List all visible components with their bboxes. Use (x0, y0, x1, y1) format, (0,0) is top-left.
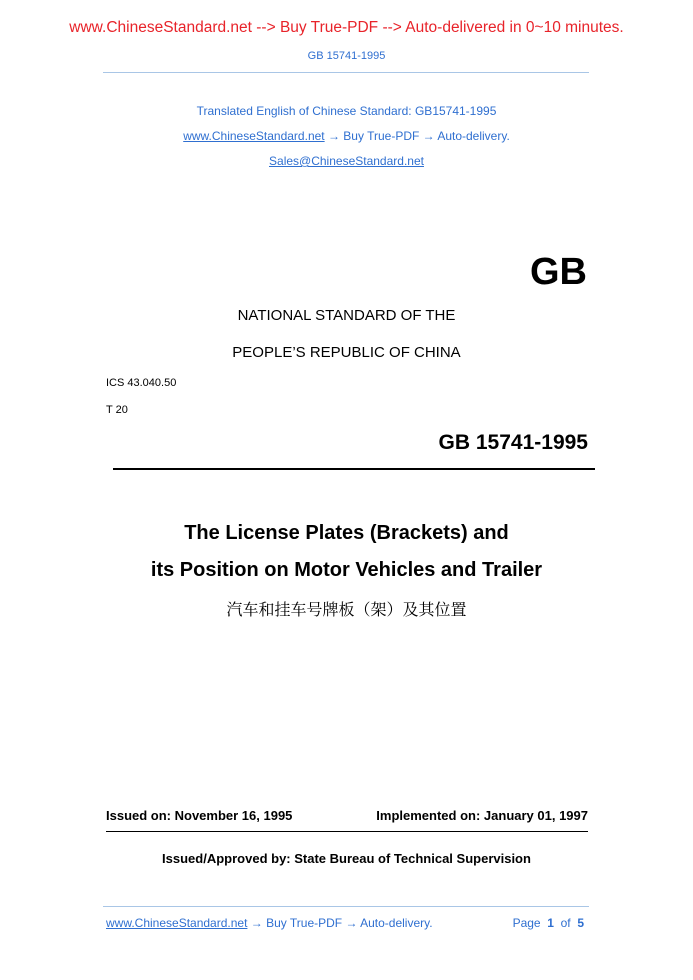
implemented-date: Implemented on: January 01, 1997 (376, 808, 588, 823)
footer-divider (103, 906, 589, 907)
national-standard-line-1: NATIONAL STANDARD OF THE (237, 307, 456, 324)
chinese-title: 汽车和挂车号牌板（架）及其位置 (226, 600, 467, 619)
site-link[interactable]: www.ChineseStandard.net (183, 129, 325, 143)
footer-site-link[interactable]: www.ChineseStandard.net (106, 916, 248, 930)
sales-email-link[interactable]: Sales@ChineseStandard.net (269, 154, 424, 168)
page-label: Page (512, 916, 541, 930)
title-line-2: its Position on Motor Vehicles and Trailer (150, 559, 543, 581)
t-code: T 20 (106, 404, 128, 416)
page-indicator (513, 916, 584, 930)
title-divider (113, 468, 595, 470)
of-label: of (560, 916, 571, 930)
promo-banner[interactable]: www.ChineseStandard.net --> Buy True-PDF --> Auto-delivered in 0~10 minutes. (69, 19, 624, 36)
sales-line (0, 154, 693, 168)
page-total: 5 (577, 916, 584, 930)
footer-text: → Buy True-PDF → Auto-delivery. (247, 916, 433, 930)
approved-by: Issued/Approved by: State Bureau of Technical Supervision (162, 851, 531, 866)
gb-mark: GB (530, 251, 587, 293)
translated-line: Translated English of Chinese Standard: GB15741-1995 (196, 104, 497, 118)
site-line (0, 129, 693, 143)
site-line-text: → Buy True-PDF → Auto-delivery. (324, 129, 510, 143)
header-standard-code: GB 15741-1995 (307, 50, 386, 62)
page-number: 1 (547, 916, 554, 930)
issued-date: Issued on: November 16, 1995 (106, 808, 293, 823)
footer-left (106, 916, 433, 930)
header-divider (103, 72, 589, 73)
dates-divider (106, 831, 588, 832)
national-standard-line-2: PEOPLE’S REPUBLIC OF CHINA (232, 344, 461, 361)
title-line-1: The License Plates (Brackets) and (184, 522, 509, 544)
standard-number: GB 15741-1995 (438, 431, 588, 454)
ics-code: ICS 43.040.50 (106, 377, 177, 389)
